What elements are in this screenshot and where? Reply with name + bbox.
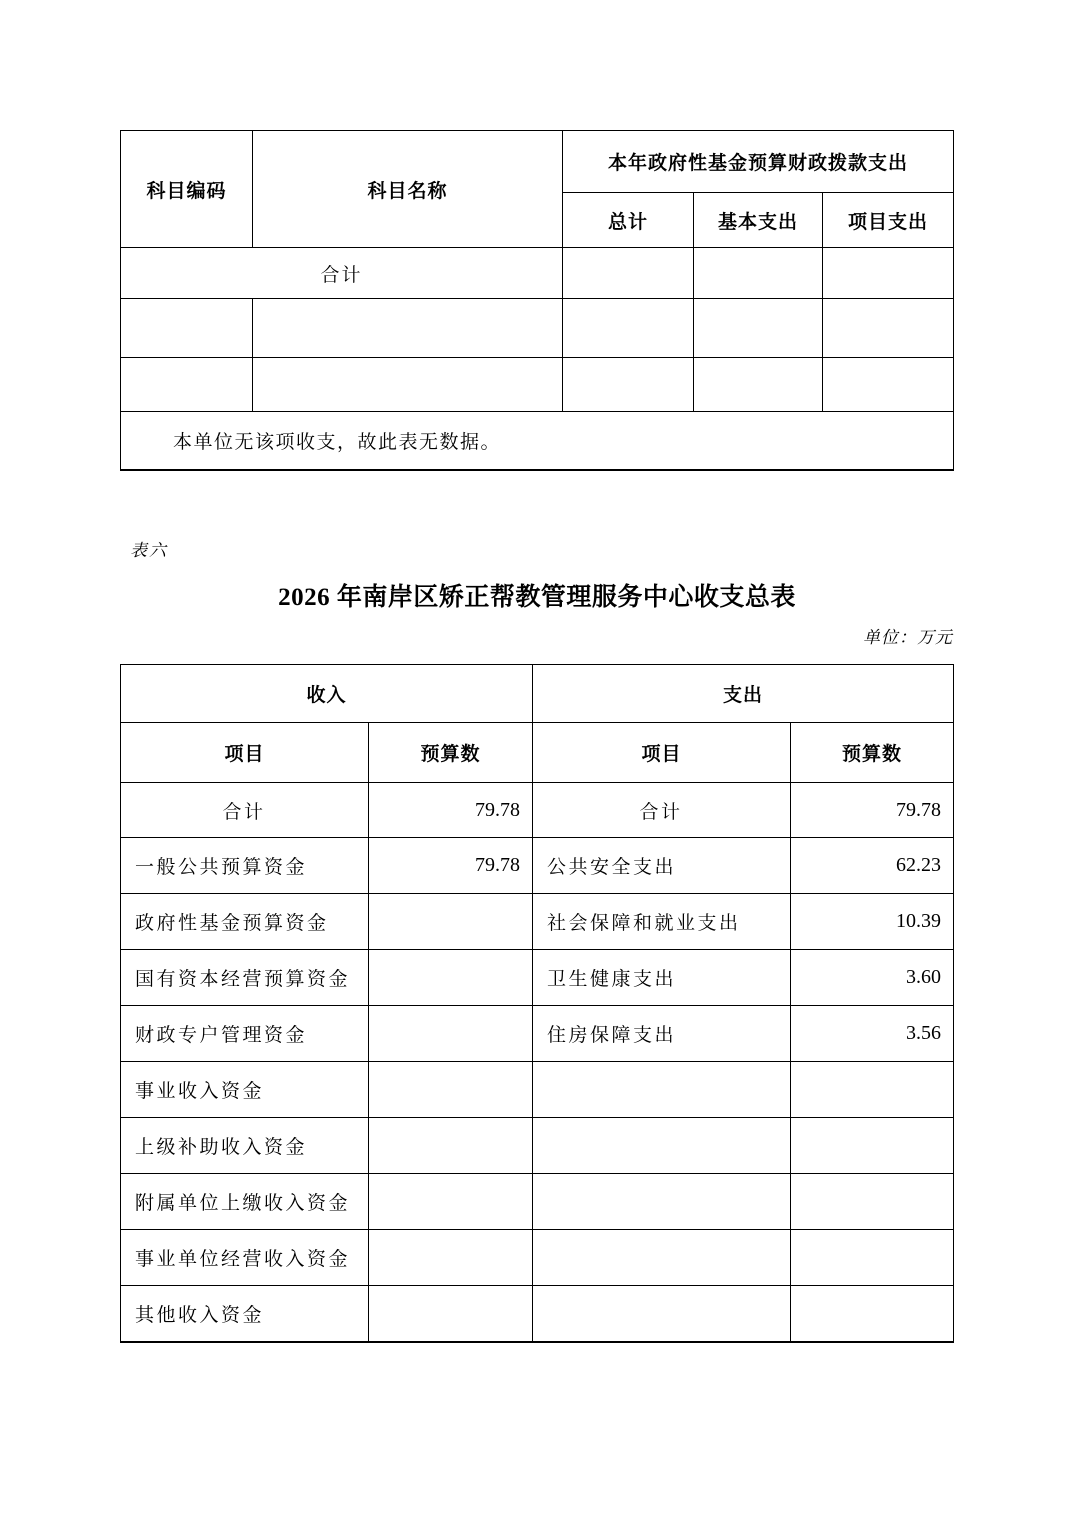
t2-expense-value bbox=[791, 1286, 954, 1342]
t2-row bbox=[121, 1118, 954, 1174]
t1-header-project-expenditure: 项目支出 bbox=[823, 193, 954, 248]
t2-expense-total-value: 79.78 bbox=[791, 783, 954, 838]
t2-expense-item bbox=[533, 1118, 791, 1174]
t2-header-expense-item: 项目 bbox=[533, 723, 791, 783]
t2-income-value bbox=[369, 1174, 533, 1230]
t2-income-item: 事业单位经营收入资金 bbox=[121, 1230, 369, 1286]
t2-expense-item: 社会保障和就业支出 bbox=[533, 894, 791, 950]
t2-expense-item bbox=[533, 1062, 791, 1118]
t2-income-item: 上级补助收入资金 bbox=[121, 1118, 369, 1174]
t1-header-fund-expenditure: 本年政府性基金预算财政拨款支出 bbox=[563, 131, 954, 193]
t1-empty-row bbox=[121, 358, 954, 412]
t2-row bbox=[121, 1174, 954, 1230]
t2-row bbox=[121, 950, 954, 1006]
t1-empty-cell bbox=[253, 299, 563, 358]
t2-expense-value bbox=[791, 1230, 954, 1286]
t1-total-value-basic bbox=[694, 248, 823, 299]
t1-empty-row bbox=[121, 299, 954, 358]
t2-header-income-budget: 预算数 bbox=[369, 723, 533, 783]
t1-empty-cell bbox=[563, 358, 694, 412]
unit-label: 单位：万元 bbox=[863, 628, 953, 647]
t2-header-income: 收入 bbox=[121, 665, 533, 723]
t2-expense-value: 3.60 bbox=[791, 950, 954, 1006]
t2-income-item: 其他收入资金 bbox=[121, 1286, 369, 1342]
t2-income-item: 一般公共预算资金 bbox=[121, 838, 369, 894]
t2-header-expense-budget: 预算数 bbox=[791, 723, 954, 783]
t1-empty-cell bbox=[121, 358, 253, 412]
income-expense-summary-table bbox=[120, 664, 954, 1343]
t1-no-data-note: 本单位无该项收支，故此表无数据。 bbox=[121, 412, 954, 470]
t1-empty-cell bbox=[823, 299, 954, 358]
t2-income-value bbox=[369, 1286, 533, 1342]
t2-header-expense: 支出 bbox=[533, 665, 954, 723]
t2-income-value bbox=[369, 1118, 533, 1174]
t2-header-income-item: 项目 bbox=[121, 723, 369, 783]
t2-income-item: 国有资本经营预算资金 bbox=[121, 950, 369, 1006]
t2-income-item: 财政专户管理资金 bbox=[121, 1006, 369, 1062]
table-six-label: 表六 bbox=[130, 541, 168, 560]
t2-expense-item: 住房保障支出 bbox=[533, 1006, 791, 1062]
t2-total-row bbox=[121, 783, 954, 838]
t2-income-value bbox=[369, 1006, 533, 1062]
t1-empty-cell bbox=[823, 358, 954, 412]
t2-expense-value bbox=[791, 1174, 954, 1230]
t1-header-total: 总计 bbox=[563, 193, 694, 248]
t1-total-value-total bbox=[563, 248, 694, 299]
t1-empty-cell bbox=[694, 299, 823, 358]
t1-total-value-project bbox=[823, 248, 954, 299]
t2-expense-value: 62.23 bbox=[791, 838, 954, 894]
fund-budget-expenditure-table bbox=[120, 130, 954, 471]
t2-row bbox=[121, 1062, 954, 1118]
t1-empty-cell bbox=[694, 358, 823, 412]
t1-empty-cell bbox=[253, 358, 563, 412]
t2-income-value bbox=[369, 1230, 533, 1286]
t1-total-row-label: 合计 bbox=[121, 248, 563, 299]
t2-income-item: 附属单位上缴收入资金 bbox=[121, 1174, 369, 1230]
t2-expense-total-label: 合计 bbox=[533, 783, 791, 838]
t2-row bbox=[121, 894, 954, 950]
t2-income-value: 79.78 bbox=[369, 838, 533, 894]
t2-income-total-label: 合计 bbox=[121, 783, 369, 838]
t1-header-subject-name: 科目名称 bbox=[253, 131, 563, 248]
t2-expense-item: 卫生健康支出 bbox=[533, 950, 791, 1006]
t2-income-value bbox=[369, 894, 533, 950]
page-title: 2026 年南岸区矫正帮教管理服务中心收支总表 bbox=[278, 584, 796, 611]
t2-row bbox=[121, 1286, 954, 1342]
t2-expense-item bbox=[533, 1174, 791, 1230]
t2-income-value bbox=[369, 950, 533, 1006]
t2-row bbox=[121, 838, 954, 894]
t1-header-subject-code: 科目编码 bbox=[121, 131, 253, 248]
t2-row bbox=[121, 1006, 954, 1062]
t2-expense-value: 3.56 bbox=[791, 1006, 954, 1062]
t2-income-item: 政府性基金预算资金 bbox=[121, 894, 369, 950]
t1-header-basic-expenditure: 基本支出 bbox=[694, 193, 823, 248]
t2-row bbox=[121, 1230, 954, 1286]
t2-expense-item bbox=[533, 1230, 791, 1286]
t2-expense-value bbox=[791, 1118, 954, 1174]
t1-empty-cell bbox=[563, 299, 694, 358]
t2-income-item: 事业收入资金 bbox=[121, 1062, 369, 1118]
t2-income-value bbox=[369, 1062, 533, 1118]
t2-expense-item bbox=[533, 1286, 791, 1342]
t2-expense-value bbox=[791, 1062, 954, 1118]
t2-expense-item: 公共安全支出 bbox=[533, 838, 791, 894]
t2-expense-value: 10.39 bbox=[791, 894, 954, 950]
t2-income-total-value: 79.78 bbox=[369, 783, 533, 838]
t1-empty-cell bbox=[121, 299, 253, 358]
